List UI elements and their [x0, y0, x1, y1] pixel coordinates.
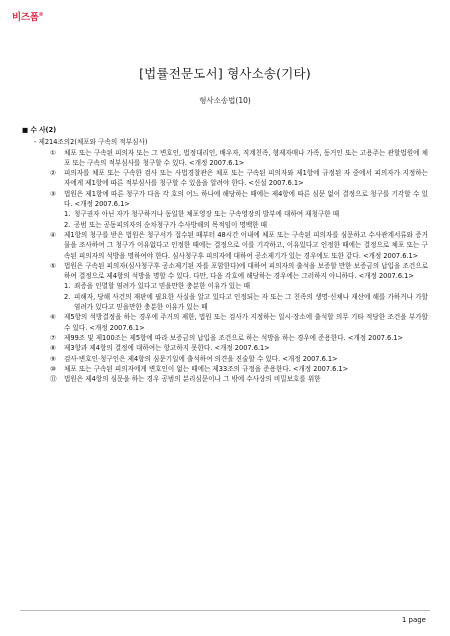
- item-text: 공범 또는 공동피의자의 순차청구가 수사방해의 목적임이 명백한 때: [74, 220, 268, 229]
- sub-item: [22, 292, 428, 313]
- item-marker: ⑨: [50, 354, 56, 363]
- clause-item: [22, 168, 428, 189]
- item-marker: ⑩: [50, 364, 56, 373]
- item-marker: ③: [50, 189, 56, 198]
- item-marker: ①: [50, 148, 56, 157]
- item-text: 법원은 구속된 피의자(심사청구후 공소제기된 자를 포함한다)에 대하여 피의자의 출석을 보증할 만한 보증금의 납입을 조건으로 하여 결정으로 제4항의 석방을 명할 수 있다. 다만, 다음 각호에 해당하는 경우에는 그러하지 아니하다. <개정 2007.6.1>: [64, 261, 428, 281]
- section-heading: ■ 수 사(2): [22, 126, 57, 134]
- clause-item: [22, 364, 428, 374]
- clause-item: [22, 312, 428, 333]
- bizform-logo: [12, 9, 43, 23]
- article-items: [22, 148, 428, 385]
- item-text: 제1항의 청구를 받은 법원은 청구서가 접수된 때부터 48시간 이내에 체포 또는 구속된 피의자를 심문하고 수사관계서류와 증거물을 조사하여 그 청구가 이유없다고 인정한 때에는 결정으로 이를 기각하고, 이유있다고 인정한 때에는 결정으로 체포 또는 구속된 피의자의 석방을 명하여야 한다. 심사청구후 피의자에 대하여 공소제기가 있는 경우에도 또한 같다. <개정 2007.6.1>: [64, 230, 428, 260]
- sub-item: [22, 220, 428, 230]
- item-text: 죄증을 인멸할 염려가 있다고 믿을만한 충분한 이유가 있는 때: [74, 282, 251, 291]
- item-marker: 2.: [64, 220, 71, 229]
- item-marker: ⑤: [50, 261, 56, 270]
- clause-item: [22, 374, 428, 384]
- item-marker: ⑧: [50, 344, 56, 353]
- item-text: 법원은 제1항에 따른 청구가 다음 각 호의 어느 하나에 해당하는 때에는 제4항에 따른 심문 없이 결정으로 청구를 기각할 수 있다. <개정 2007.6.1>: [64, 189, 428, 209]
- item-text: 제3항과 제4항의 결정에 대하여는 항고하지 못한다. <개정 2007.6.1>: [64, 344, 270, 353]
- item-marker: 1.: [64, 282, 71, 291]
- item-text: 제99조 및 제100조는 제5항에 따라 보증금의 납입을 조건으로 하는 석방을 하는 경우에 준용한다. <개정 2007.6.1>: [64, 333, 404, 342]
- item-marker: ⑥: [50, 313, 56, 322]
- document-subtitle: 형사소송법(10): [199, 96, 251, 105]
- document-title: [법률전문도서] 형사소송(기타): [139, 66, 311, 81]
- registered-mark: ®: [38, 11, 44, 18]
- clause-item: [22, 343, 428, 353]
- title-block: [0, 64, 450, 106]
- item-marker: ④: [50, 230, 56, 239]
- clause-item: [22, 261, 428, 282]
- clause-item: [22, 354, 428, 364]
- item-text: 피의자를 체포 또는 구속한 검사 또는 사법경찰관은 체포 또는 구속된 피의자와 제1항에 규정된 자 중에서 피의자가 지정하는 자에게 제1항에 따른 적부심사를 청구할 수 있음을 알려야 한다. <신설 2007.6.1>: [64, 169, 428, 188]
- item-text: 제5항의 석방결정을 하는 경우에 주거의 제한, 법원 또는 검사가 지정하는 일시·장소에 출석할 의무 기타 적당한 조건을 부가할 수 있다. <개정 2007.6.1>: [64, 313, 428, 332]
- item-marker: ⑦: [50, 333, 56, 342]
- document-body: [22, 125, 428, 384]
- item-text: 피해자, 당해 사건의 재판에 필요한 사실을 알고 있다고 인정되는 자 또는 그 친족의 생명·신체나 재산에 해를 가하거나 가할 염려가 있다고 믿을만한 충분한 이유가 있는 때: [74, 292, 428, 312]
- clause-item: [22, 148, 428, 169]
- sub-item: [22, 281, 428, 291]
- item-text: 체포 또는 구속된 피의자에게 변호인이 없는 때에는 제33조의 규정을 준용한다. <개정 2007.6.1>: [64, 364, 349, 373]
- clause-item: [22, 189, 428, 210]
- item-text: 청구권자 아닌 자가 청구하거나 동일한 체포영장 또는 구속영장의 발부에 대하여 재청구한 때: [74, 210, 340, 219]
- item-marker: ②: [50, 169, 56, 178]
- item-marker: 1.: [64, 210, 71, 219]
- article-heading: - 제214조의2(체포와 구속의 적부심사): [34, 138, 148, 147]
- footer-divider: [20, 610, 430, 611]
- clause-item: [22, 230, 428, 261]
- clause-item: [22, 333, 428, 343]
- item-text: 검사·변호인·청구인은 제4항의 심문기일에 출석하여 의견을 진술할 수 있다. <개정 2007.6.1>: [64, 354, 338, 363]
- item-marker: ⑪: [50, 375, 57, 384]
- page-number: 1 page: [401, 616, 426, 624]
- item-text: 체포 또는 구속된 피의자 또는 그 변호인, 법정대리인, 배우자, 직계친족, 형제자매나 가족, 동거인 또는 고용주는 관할법원에 체포 또는 구속의 적부심사를 청구할 수 있다. <개정 2007.6.1>: [64, 148, 428, 167]
- logo-text: 비즈폼: [12, 12, 39, 23]
- sub-item: [22, 209, 428, 219]
- item-text: 법원은 제4항의 심문을 하는 경우 공범의 분리심문이나 그 밖에 수사상의 비밀보호를 위한: [64, 375, 321, 384]
- item-marker: 2.: [64, 292, 71, 301]
